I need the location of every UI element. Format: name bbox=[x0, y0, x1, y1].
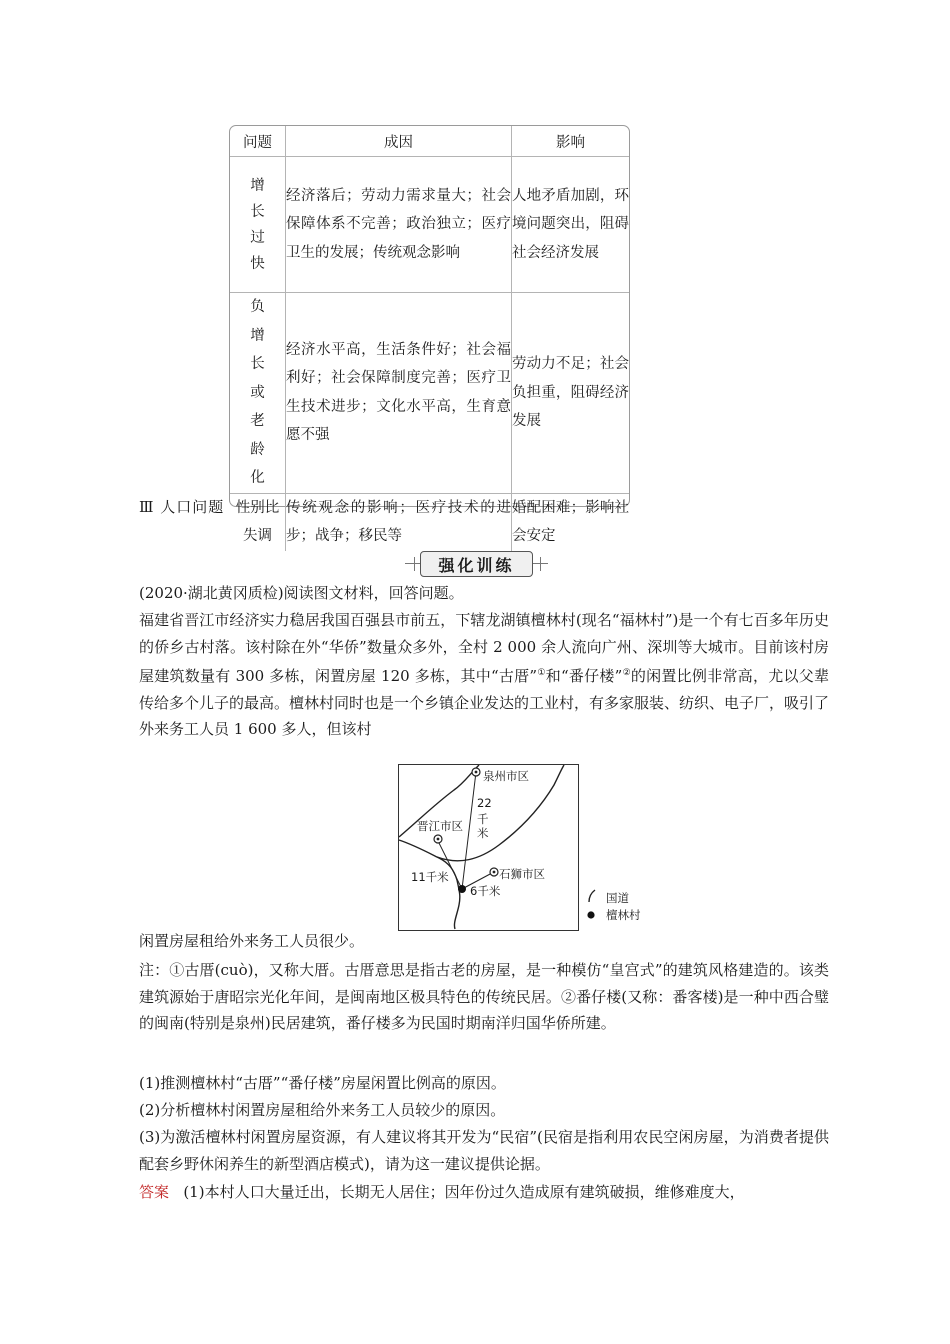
cell-effect: 婚配困难；影响社会安定 bbox=[512, 493, 630, 551]
question-3: (3)为激活檀林村闲置房屋资源，有人建议将其开发为“民宿”(民宿是指利用农民空闲房屋，为消费者提供配套乡野休闲养生的新型酒店模式)，请为这一建议提供论据。 bbox=[139, 1128, 829, 1173]
question-source: (2020·湖北黄冈质检)阅读图文材料，回答问题。 bbox=[139, 584, 464, 602]
question-material bbox=[139, 607, 829, 739]
legend-road-label: 国道 bbox=[606, 891, 629, 905]
cell-issue bbox=[230, 157, 286, 293]
issue-text: 性别比失调 bbox=[235, 500, 280, 544]
table-header-row bbox=[230, 126, 629, 157]
answer-text: (1)本村人口大量迁出，长期无人居住；因年份过久造成原有建筑破损，维修难度大， bbox=[183, 1183, 745, 1201]
table-row bbox=[230, 293, 629, 494]
distance-line bbox=[462, 772, 476, 889]
legend-village-icon bbox=[587, 911, 594, 918]
city-marker-dot bbox=[475, 771, 478, 774]
practice-banner bbox=[420, 551, 533, 577]
village-marker bbox=[458, 885, 466, 893]
city-marker-dot bbox=[493, 871, 496, 874]
label-distance-22-unit2: 米 bbox=[477, 826, 489, 840]
question-1: (1)推测檀林村“古厝”“番仔楼”房屋闲置比例高的原因。 bbox=[139, 1074, 506, 1092]
label-distance-11: 11千米 bbox=[411, 870, 449, 884]
material-end: 闲置房屋租给外来务工人员很少。 bbox=[139, 932, 365, 950]
question-2: (2)分析檀林村闲置房屋租给外来务工人员较少的原因。 bbox=[139, 1101, 506, 1119]
population-issues-table bbox=[229, 125, 630, 544]
label-shishi: 石狮市区 bbox=[499, 867, 545, 881]
label-distance-22: 22 bbox=[477, 796, 492, 810]
cell-effect: 劳动力不足；社会负担重，阻碍经济发展 bbox=[512, 293, 630, 494]
material-text-3: 的闲置比例非常高，尤以父辈传给多个儿子的最高。檀林村同时也是一个乡镇企业发达的工业村，有多家服装、纺织、电子厂，吸引了外来务工人员 1 600 多人，但该村 bbox=[139, 667, 830, 738]
table-row bbox=[230, 157, 629, 293]
answer-tag: 答案 bbox=[139, 1183, 170, 1201]
cell-cause: 传统观念的影响；医疗技术的进步；战争；移民等 bbox=[286, 493, 512, 551]
legend-road-icon bbox=[589, 890, 595, 902]
footnotes: 注：①古厝(cuò)，又称大厝。古厝意思是指古老的房屋，是一种模仿“皇宫式”的建筑风格建造的。该类建筑源始于唐昭宗光化年间，是闽南地区极具特色的传统民居。②番仔楼(又称：番客楼)是一种中西合璧的闽南(特别是泉州)民居建筑，番仔楼多为民国时期南洋归国华侨所建。 bbox=[139, 961, 829, 1032]
cell-cause: 经济落后；劳动力需求量大；社会保障体系不完善；政治独立；医疗卫生的发展；传统观念影响 bbox=[286, 157, 512, 293]
section-label: Ⅲ 人口问题 bbox=[139, 498, 225, 516]
table-row bbox=[230, 493, 629, 551]
answer bbox=[139, 1179, 829, 1206]
footnote-mark-1: ① bbox=[537, 668, 546, 678]
cell-cause: 经济水平高，生活条件好；社会福利好；社会保障制度完善；医疗卫生技术进步；文化水平高，生育意愿不强 bbox=[286, 293, 512, 494]
label-distance-22-unit1: 千 bbox=[477, 812, 489, 826]
label-distance-6: 6千米 bbox=[470, 884, 501, 898]
cell-effect: 人地矛盾加剧，环境问题突出，阻碍社会经济发展 bbox=[512, 157, 630, 293]
map-drawing bbox=[399, 765, 577, 929]
header-issue: 问题 bbox=[230, 126, 286, 157]
banner-text: 强化训练 bbox=[438, 555, 515, 575]
table bbox=[230, 126, 629, 551]
header-cause: 成因 bbox=[286, 126, 512, 157]
material-text-2: 和“番仔楼” bbox=[545, 667, 623, 685]
legend-village-label: 檀林村 bbox=[606, 908, 641, 922]
legend-symbols bbox=[585, 889, 599, 923]
material-text-1: 福建省晋江市经济实力稳居我国百强县市前五，下辖龙湖镇檀林村(现名“福林村”)是一个有七百多年历史的侨乡古村落。该村除在外“华侨”数量众多外，全村 2 000 余人流向广州、深圳等大城市。目前该村房屋建筑数量有 300 多栋，闲置房屋 120 多栋，其中“古厝” bbox=[139, 611, 829, 685]
cell-issue bbox=[230, 493, 286, 551]
issue-text: 负增长或老龄化 bbox=[250, 299, 265, 486]
footnote-mark-2: ② bbox=[622, 668, 631, 678]
label-quanzhou: 泉州市区 bbox=[483, 769, 529, 783]
location-map bbox=[398, 764, 579, 931]
issue-text: 增长过快 bbox=[250, 177, 265, 272]
label-jinjiang: 晋江市区 bbox=[417, 819, 463, 833]
cell-issue bbox=[230, 293, 286, 494]
header-effect: 影响 bbox=[512, 126, 630, 157]
city-marker-dot bbox=[437, 838, 440, 841]
